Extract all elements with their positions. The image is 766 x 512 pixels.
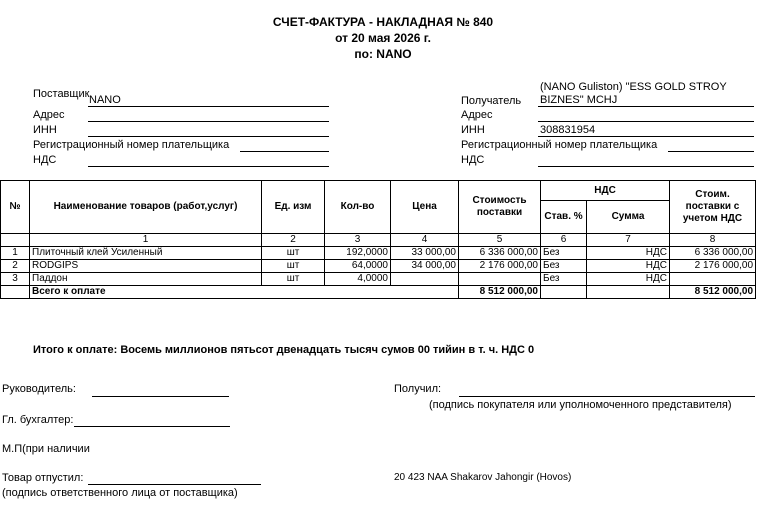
supplier-address-label: Адрес: [33, 109, 65, 121]
col-header-vat-group: НДС: [541, 181, 670, 201]
col-header-price: Цена: [391, 181, 459, 234]
accountant-label: Гл. бухгалтер:: [2, 414, 74, 426]
col-number: 5: [459, 234, 541, 247]
row-total: 2 176 000,00: [670, 260, 756, 273]
recipient-reg-label: Регистрационный номер плательщика: [461, 139, 658, 151]
recipient-address-label: Адрес: [461, 109, 493, 121]
row-total: [670, 273, 756, 286]
col-header-cost: Стоимость поставки: [459, 181, 541, 234]
col-number-empty: [1, 234, 30, 247]
document-title: СЧЕТ-ФАКТУРА - НАКЛАДНАЯ № 840: [272, 15, 494, 29]
row-qty: 4,0000: [325, 273, 391, 286]
col-header-vat-sum: Сумма: [587, 201, 670, 234]
col-header-unit: Ед. изм: [262, 181, 325, 234]
table-col-numbers-row: [1, 234, 756, 247]
row-name: RODGIPS: [30, 260, 262, 273]
recipient-reg-line: [668, 151, 754, 152]
col-header-num: №: [1, 181, 30, 234]
supplier-inn-line: [88, 136, 329, 137]
supplier-address-line: [88, 121, 329, 122]
row-price: 33 000,00: [391, 247, 459, 260]
released-note: (подпись ответственного лица от поставщика): [2, 487, 238, 499]
supplier-label: Поставщик: [33, 88, 90, 100]
items-table: [0, 180, 756, 299]
col-number: 1: [30, 234, 262, 247]
row-vat-rate: Без: [541, 247, 587, 260]
col-header-total: Стоим. поставки с учетом НДС: [670, 181, 756, 234]
director-signature-line: [92, 396, 229, 397]
row-num: 3: [1, 273, 30, 286]
col-number: 3: [325, 234, 391, 247]
row-price: 34 000,00: [391, 260, 459, 273]
total-row-vat-sum: [587, 286, 670, 299]
received-note: (подпись покупателя или уполномоченного представителя): [429, 399, 732, 411]
document-basis: по: NANO: [354, 47, 412, 61]
total-row-empty: [1, 286, 30, 299]
row-num: 1: [1, 247, 30, 260]
recipient-inn: 308831954: [540, 124, 596, 136]
received-label: Получил:: [394, 383, 442, 395]
recipient-address-line: [538, 121, 754, 122]
table-header-row: [1, 181, 756, 201]
row-total: 6 336 000,00: [670, 247, 756, 260]
row-qty: 64,0000: [325, 260, 391, 273]
col-number: 6: [541, 234, 587, 247]
table-row: [1, 273, 756, 286]
col-number: 7: [587, 234, 670, 247]
supplier-name: NANO: [89, 94, 121, 106]
recipient-label: Получатель: [461, 95, 522, 107]
document-date: от 20 мая 2026 г.: [335, 31, 431, 45]
supplier-name-line: [88, 106, 329, 107]
row-vat-rate: Без: [541, 273, 587, 286]
supplier-reg-line: [240, 151, 329, 152]
row-qty: 192,0000: [325, 247, 391, 260]
recipient-inn-line: [538, 136, 754, 137]
received-signature-line: [459, 396, 755, 397]
recipient-nds-line: [538, 166, 754, 167]
recipient-inn-label: ИНН: [461, 124, 485, 136]
col-header-qty: Кол-во: [325, 181, 391, 234]
row-name: Паддон: [30, 273, 262, 286]
row-vat-sum: НДС: [587, 260, 670, 273]
col-header-vat-rate: Став. %: [541, 201, 587, 234]
released-signature-line: [88, 484, 261, 485]
accountant-signature-line: [74, 426, 230, 427]
released-label: Товар отпустил:: [2, 472, 84, 484]
total-row-cost: 8 512 000,00: [459, 286, 541, 299]
row-name: Плиточный клей Усиленный: [30, 247, 262, 260]
row-num: 2: [1, 260, 30, 273]
director-label: Руководитель:: [2, 383, 76, 395]
recipient-name-line1: (NANO Guliston) "ESS GOLD STROY: [540, 81, 727, 93]
col-number: 4: [391, 234, 459, 247]
row-unit: шт: [262, 273, 325, 286]
row-unit: шт: [262, 247, 325, 260]
col-number: 8: [670, 234, 756, 247]
col-header-name: Наименование товаров (работ,услуг): [30, 181, 262, 234]
table-row: [1, 247, 756, 260]
total-row-vat-rate: [541, 286, 587, 299]
row-cost: 6 336 000,00: [459, 247, 541, 260]
supplier-reg-label: Регистрационный номер плательщика: [33, 139, 230, 151]
table-total-row: [1, 286, 756, 299]
row-cost: [459, 273, 541, 286]
total-row-label: Всего к оплате: [30, 286, 459, 299]
row-cost: 2 176 000,00: [459, 260, 541, 273]
table-row: [1, 260, 756, 273]
recipient-name-line2: BIZNES" MCHJ: [540, 94, 618, 106]
total-row-total: 8 512 000,00: [670, 286, 756, 299]
receiver-name: 20 423 NAA Shakarov Jahongir (Hovos): [394, 472, 572, 483]
row-vat-sum: НДС: [587, 247, 670, 260]
row-vat-sum: НДС: [587, 273, 670, 286]
recipient-nds-label: НДС: [461, 154, 485, 166]
recipient-name-line: [538, 106, 754, 107]
supplier-nds-line: [88, 166, 329, 167]
row-price: [391, 273, 459, 286]
supplier-inn-label: ИНН: [33, 124, 57, 136]
stamp-label: М.П(при наличии: [2, 443, 90, 455]
col-number: 2: [262, 234, 325, 247]
row-vat-rate: Без: [541, 260, 587, 273]
total-in-words: Итого к оплате: Восемь миллионов пятьсот двенадцать тысяч сумов 00 тийин в т. ч. НДС 0: [33, 344, 535, 356]
row-unit: шт: [262, 260, 325, 273]
supplier-nds-label: НДС: [33, 154, 57, 166]
